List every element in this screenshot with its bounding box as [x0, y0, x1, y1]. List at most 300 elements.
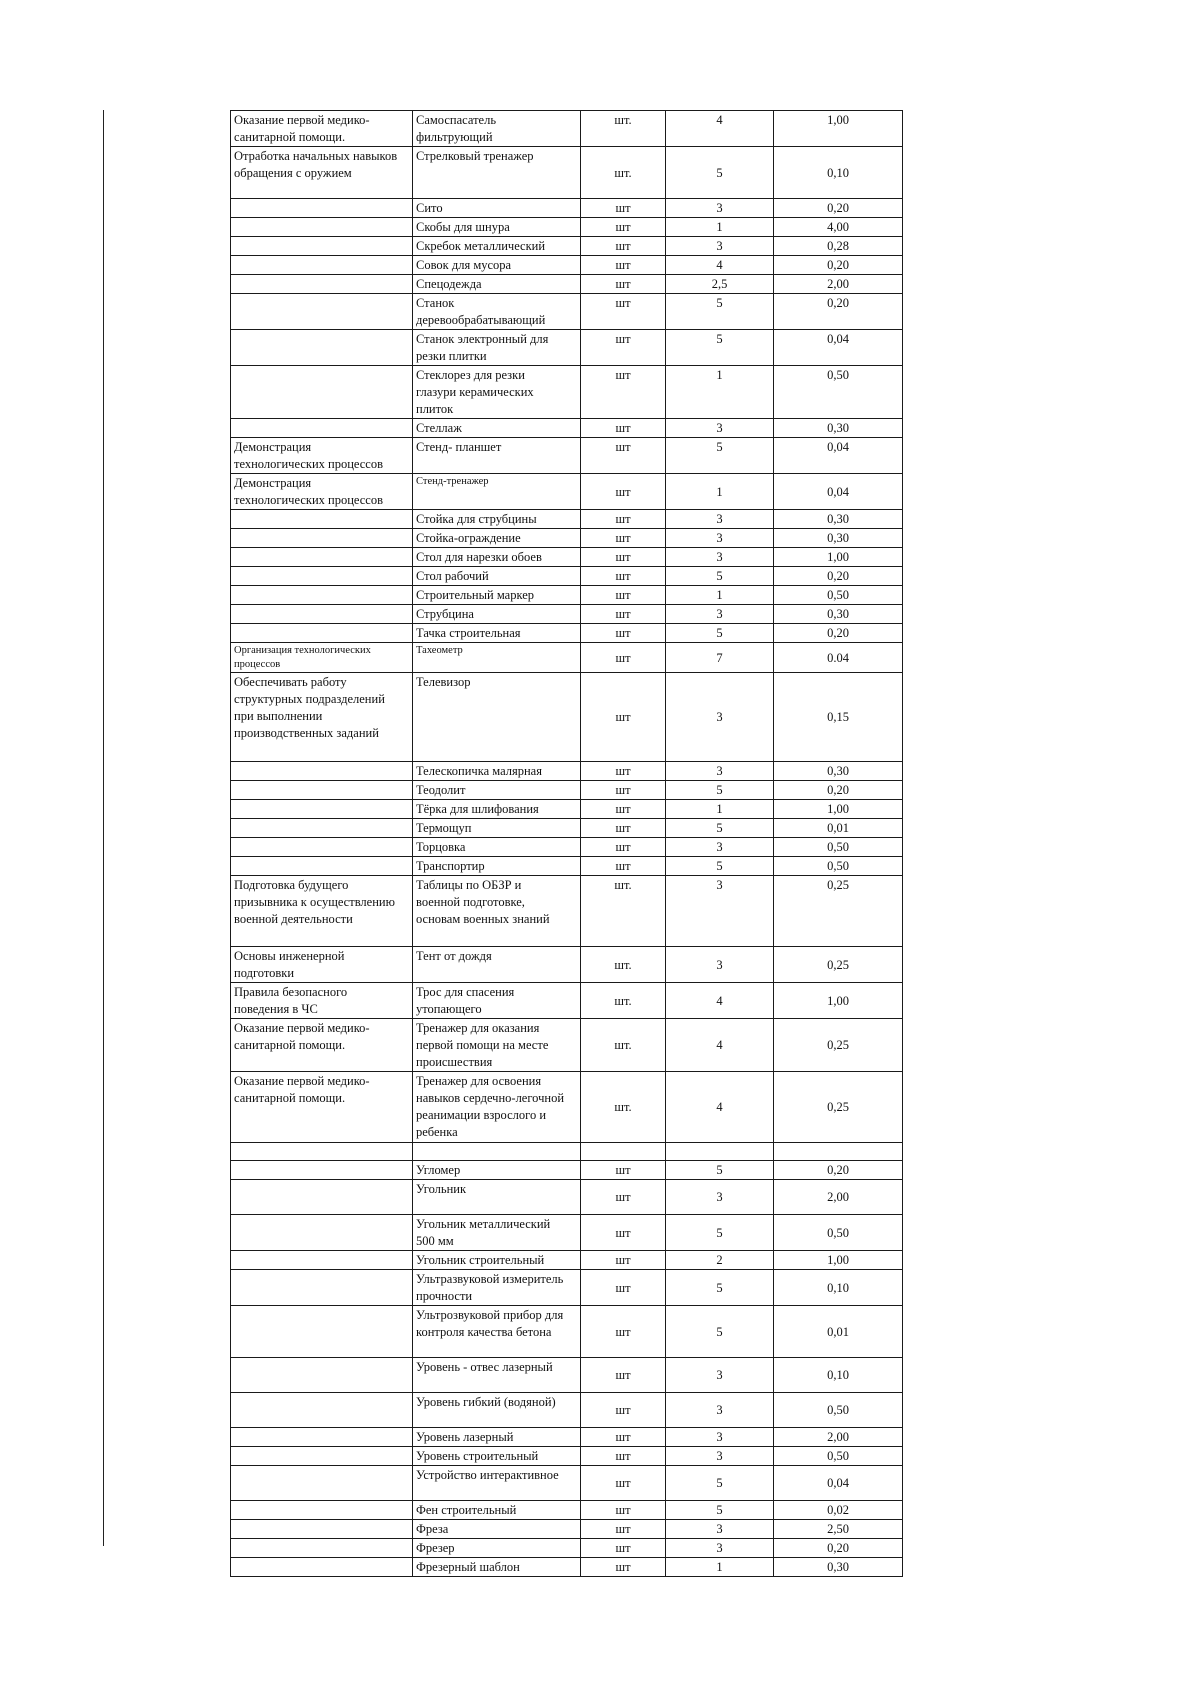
cell-text: Фен строительный [416, 1503, 517, 1517]
table-row [231, 1215, 903, 1251]
cell-text: 3 [716, 1403, 723, 1417]
quantity-cell [666, 199, 774, 218]
item-name-cell [413, 876, 581, 947]
table-row [231, 548, 903, 567]
cell-text: 5 [716, 1503, 723, 1517]
cell-text: 0,10 [827, 1368, 849, 1382]
cell-text: шт. [614, 165, 632, 180]
item-name-cell [413, 1215, 581, 1251]
activity-cell [231, 673, 413, 762]
cell-text: Тренажер для освоения навыков сердечно-легочной реанимации взрослого и ребенка [416, 1074, 565, 1139]
cell-text: Теодолит [416, 783, 466, 797]
activity-cell [231, 1358, 413, 1393]
quantity-cell [666, 983, 774, 1019]
cell-text: 1,00 [827, 802, 849, 816]
quantity-cell [666, 1539, 774, 1558]
unit-cell [581, 366, 666, 419]
norm-cell [774, 218, 903, 237]
cell-text: 3 [716, 512, 723, 526]
cell-text: шт. [614, 1038, 632, 1052]
table-row [231, 567, 903, 586]
cell-text: Фреза [416, 1522, 449, 1536]
unit-cell [581, 1428, 666, 1447]
unit-cell [581, 983, 666, 1019]
cell-text: шт [615, 1324, 631, 1339]
cell-text: 0,20 [827, 626, 849, 640]
cell-text: Телевизор [416, 675, 471, 689]
table-row [231, 586, 903, 605]
table-row [231, 1393, 903, 1428]
item-name-cell [413, 474, 581, 510]
table-row [231, 1143, 903, 1161]
quantity-cell [666, 876, 774, 947]
unit-cell [581, 1501, 666, 1520]
cell-text: 4 [716, 113, 723, 127]
cell-text: шт [615, 626, 631, 640]
table-row [231, 199, 903, 218]
table-row [231, 111, 903, 147]
table-row [231, 1306, 903, 1358]
cell-text: 5 [716, 1225, 723, 1240]
cell-text: 3 [716, 1368, 723, 1382]
cell-text: 3 [716, 710, 723, 724]
norm-cell [774, 857, 903, 876]
cell-text: 5 [716, 1280, 723, 1295]
cell-text: 4 [716, 1100, 723, 1114]
cell-text: 0,20 [827, 783, 849, 797]
quantity-cell [666, 1143, 774, 1161]
cell-text: 0,04 [827, 484, 849, 499]
cell-text: Стеллаж [416, 421, 462, 435]
cell-text: 2,5 [711, 277, 728, 291]
activity-cell [231, 237, 413, 256]
quantity-cell [666, 838, 774, 857]
cell-text: 3 [716, 878, 723, 892]
cell-text: Фрезер [416, 1541, 455, 1555]
norm-cell [774, 330, 903, 366]
table-row [231, 876, 903, 947]
cell-text: шт [615, 783, 631, 797]
unit-cell [581, 199, 666, 218]
unit-cell [581, 1306, 666, 1358]
activity-cell [231, 1447, 413, 1466]
norm-cell [774, 624, 903, 643]
cell-text: 0,50 [827, 1449, 849, 1463]
cell-text: 1,00 [827, 993, 849, 1008]
cell-text: шт [615, 1163, 631, 1177]
quantity-cell [666, 366, 774, 419]
cell-text: Строительный маркер [416, 588, 535, 602]
norm-cell [774, 529, 903, 548]
cell-text: шт [615, 1560, 631, 1574]
item-name-cell [413, 624, 581, 643]
table-row [231, 605, 903, 624]
cell-text: шт. [614, 993, 632, 1008]
quantity-cell [666, 586, 774, 605]
unit-cell [581, 1161, 666, 1180]
unit-cell [581, 586, 666, 605]
unit-cell [581, 1358, 666, 1393]
unit-cell [581, 256, 666, 275]
activity-cell [231, 294, 413, 330]
cell-text: шт [615, 239, 631, 253]
unit-cell [581, 1466, 666, 1501]
unit-cell [581, 529, 666, 548]
item-name-cell [413, 419, 581, 438]
cell-text: 2,00 [827, 1430, 849, 1444]
table-row [231, 1180, 903, 1215]
table-row [231, 294, 903, 330]
cell-text: шт [615, 1449, 631, 1463]
table-row [231, 1558, 903, 1577]
norm-cell [774, 876, 903, 947]
item-name-cell [413, 438, 581, 474]
cell-text: 2,00 [827, 277, 849, 291]
item-name-cell [413, 294, 581, 330]
quantity-cell [666, 1558, 774, 1577]
cell-text: 5 [716, 859, 723, 873]
activity-cell [231, 548, 413, 567]
cell-text: Стойка-ограждение [416, 531, 521, 545]
cell-text: 3 [716, 1449, 723, 1463]
unit-cell [581, 1270, 666, 1306]
cell-text: шт [615, 220, 631, 234]
cell-text: 3 [716, 1190, 723, 1204]
cell-text: 5 [716, 165, 723, 180]
cell-text: 0,30 [827, 512, 849, 526]
quantity-cell [666, 781, 774, 800]
cell-text: шт [615, 258, 631, 272]
item-name-cell [413, 1180, 581, 1215]
unit-cell [581, 419, 666, 438]
item-name-cell [413, 548, 581, 567]
unit-cell [581, 1251, 666, 1270]
cell-text: Стенд-тренажер [416, 476, 489, 487]
unit-cell [581, 218, 666, 237]
norm-cell [774, 1520, 903, 1539]
activity-cell [231, 147, 413, 199]
item-name-cell [413, 1072, 581, 1143]
cell-text: шт [615, 710, 631, 724]
cell-text: 0,30 [827, 1560, 849, 1574]
activity-cell [231, 947, 413, 983]
cell-text: 5 [716, 296, 723, 310]
equipment-table [230, 110, 903, 1577]
cell-text: 3 [716, 531, 723, 545]
cell-text: 4 [716, 1038, 723, 1052]
table-row [231, 1447, 903, 1466]
cell-text: Основы инженерной подготовки [234, 949, 345, 980]
cell-text: Угольник [416, 1182, 467, 1196]
quantity-cell [666, 474, 774, 510]
cell-text: 0,30 [827, 607, 849, 621]
cell-text: 0,20 [827, 296, 849, 310]
norm-cell [774, 1072, 903, 1143]
cell-text: Телескопичка малярная [416, 764, 542, 778]
item-name-cell [413, 1428, 581, 1447]
table-row [231, 781, 903, 800]
norm-cell [774, 1501, 903, 1520]
cell-text: Отработка начальных навыков обращения с оружием [234, 149, 398, 180]
cell-text: 5 [716, 1476, 723, 1490]
norm-cell [774, 419, 903, 438]
cell-text: Угольник строительный [416, 1253, 545, 1267]
norm-cell [774, 510, 903, 529]
cell-text: шт [615, 421, 631, 435]
quantity-cell [666, 1466, 774, 1501]
norm-cell [774, 147, 903, 199]
norm-cell [774, 1306, 903, 1358]
cell-text: 0,50 [827, 588, 849, 602]
cell-text: Стрелковый тренажер [416, 149, 534, 163]
left-margin-line [103, 110, 104, 1546]
cell-text: 0,30 [827, 421, 849, 435]
cell-text: 0,25 [827, 957, 849, 972]
activity-cell [231, 1539, 413, 1558]
norm-cell [774, 256, 903, 275]
cell-text: Уровень лазерный [416, 1430, 514, 1444]
norm-cell [774, 1161, 903, 1180]
activity-cell [231, 781, 413, 800]
item-name-cell [413, 1358, 581, 1393]
cell-text: шт [615, 296, 631, 310]
unit-cell [581, 857, 666, 876]
activity-cell [231, 1501, 413, 1520]
unit-cell [581, 1215, 666, 1251]
table-row [231, 330, 903, 366]
table-row [231, 1520, 903, 1539]
cell-text: шт. [614, 1100, 632, 1114]
cell-text: шт [615, 764, 631, 778]
cell-text: 1 [716, 368, 723, 382]
cell-text: Тент от дождя [416, 949, 492, 963]
cell-text: 0,04 [827, 332, 849, 346]
activity-cell [231, 1215, 413, 1251]
cell-text: шт. [614, 957, 632, 972]
activity-cell [231, 438, 413, 474]
table-row [231, 1466, 903, 1501]
cell-text: Термощуп [416, 821, 472, 835]
item-name-cell [413, 256, 581, 275]
cell-text: Тёрка для шлифования [416, 802, 539, 816]
norm-cell [774, 111, 903, 147]
cell-text: 0,28 [827, 239, 849, 253]
activity-cell [231, 1019, 413, 1072]
quantity-cell [666, 624, 774, 643]
table-row [231, 1539, 903, 1558]
cell-text: Обеспечивать работу структурных подразделений при выполнении производственных заданий [234, 675, 385, 740]
norm-cell [774, 1143, 903, 1161]
cell-text: шт [615, 588, 631, 602]
quantity-cell [666, 1072, 774, 1143]
unit-cell [581, 548, 666, 567]
item-name-cell [413, 947, 581, 983]
norm-cell [774, 983, 903, 1019]
item-name-cell [413, 819, 581, 838]
cell-text: 5 [716, 821, 723, 835]
item-name-cell [413, 199, 581, 218]
item-name-cell [413, 111, 581, 147]
cell-text: 3 [716, 607, 723, 621]
table-row [231, 256, 903, 275]
item-name-cell [413, 838, 581, 857]
cell-text: шт [615, 821, 631, 835]
quantity-cell [666, 762, 774, 781]
table-row [231, 838, 903, 857]
item-name-cell [413, 1501, 581, 1520]
table-row [231, 1019, 903, 1072]
cell-text: 0,20 [827, 1541, 849, 1555]
cell-text: шт [615, 440, 631, 454]
cell-text: 1 [716, 220, 723, 234]
unit-cell [581, 330, 666, 366]
unit-cell [581, 294, 666, 330]
quantity-cell [666, 1358, 774, 1393]
cell-text: 3 [716, 550, 723, 564]
item-name-cell [413, 366, 581, 419]
cell-text: 4,00 [827, 220, 849, 234]
norm-cell [774, 1393, 903, 1428]
item-name-cell [413, 1251, 581, 1270]
norm-cell [774, 819, 903, 838]
activity-cell [231, 800, 413, 819]
unit-cell [581, 1558, 666, 1577]
unit-cell [581, 1019, 666, 1072]
item-name-cell [413, 1161, 581, 1180]
norm-cell [774, 1428, 903, 1447]
cell-text: 3 [716, 239, 723, 253]
cell-text: 3 [716, 1541, 723, 1555]
table-row [231, 438, 903, 474]
table-row [231, 983, 903, 1019]
item-name-cell [413, 1558, 581, 1577]
quantity-cell [666, 567, 774, 586]
norm-cell [774, 1215, 903, 1251]
cell-text: шт [615, 1430, 631, 1444]
cell-text: шт [615, 277, 631, 291]
table-row [231, 624, 903, 643]
cell-text: шт [615, 512, 631, 526]
table-row [231, 1358, 903, 1393]
item-name-cell [413, 983, 581, 1019]
norm-cell [774, 567, 903, 586]
unit-cell [581, 510, 666, 529]
cell-text: Оказание первой медико- санитарной помощи. [234, 113, 370, 144]
unit-cell [581, 474, 666, 510]
cell-text: 5 [716, 332, 723, 346]
quantity-cell [666, 800, 774, 819]
cell-text: шт [615, 201, 631, 215]
table-row [231, 1428, 903, 1447]
unit-cell [581, 1539, 666, 1558]
quantity-cell [666, 438, 774, 474]
unit-cell [581, 1447, 666, 1466]
activity-cell [231, 819, 413, 838]
unit-cell [581, 800, 666, 819]
table-row [231, 237, 903, 256]
quantity-cell [666, 673, 774, 762]
cell-text: 5 [716, 569, 723, 583]
quantity-cell [666, 548, 774, 567]
unit-cell [581, 673, 666, 762]
unit-cell [581, 838, 666, 857]
cell-text: шт [615, 368, 631, 382]
cell-text: 5 [716, 783, 723, 797]
table-row [231, 800, 903, 819]
activity-cell [231, 1270, 413, 1306]
cell-text: 0,50 [827, 859, 849, 873]
norm-cell [774, 643, 903, 673]
cell-text: Стол рабочий [416, 569, 489, 583]
table-row [231, 529, 903, 548]
cell-text: 0,10 [827, 165, 849, 180]
cell-text: шт [615, 332, 631, 346]
quantity-cell [666, 643, 774, 673]
table-row [231, 1270, 903, 1306]
cell-text: 0,25 [827, 1038, 849, 1052]
cell-text: Уровень - отвес лазерный [416, 1360, 553, 1374]
cell-text: Стеклорез для резки глазури керамических плиток [416, 368, 534, 416]
norm-cell [774, 1270, 903, 1306]
norm-cell [774, 762, 903, 781]
cell-text: 0,20 [827, 201, 849, 215]
item-name-cell [413, 1520, 581, 1539]
unit-cell [581, 605, 666, 624]
norm-cell [774, 1251, 903, 1270]
cell-text: шт [615, 1522, 631, 1536]
cell-text: Трос для спасения утопающего [416, 985, 515, 1016]
cell-text: Тачка строительная [416, 626, 521, 640]
item-name-cell [413, 567, 581, 586]
unit-cell [581, 624, 666, 643]
unit-cell [581, 947, 666, 983]
item-name-cell [413, 857, 581, 876]
quantity-cell [666, 1428, 774, 1447]
cell-text: 0,50 [827, 368, 849, 382]
cell-text: шт [615, 1403, 631, 1417]
norm-cell [774, 586, 903, 605]
cell-text: Демонстрация технологических процессов [234, 440, 383, 471]
cell-text: 0,30 [827, 764, 849, 778]
table-row [231, 419, 903, 438]
activity-cell [231, 1161, 413, 1180]
item-name-cell [413, 1019, 581, 1072]
cell-text: 0,20 [827, 258, 849, 272]
norm-cell [774, 474, 903, 510]
cell-text: 3 [716, 421, 723, 435]
activity-cell [231, 1428, 413, 1447]
norm-cell [774, 1539, 903, 1558]
cell-text: шт [615, 802, 631, 816]
cell-text: 3 [716, 764, 723, 778]
unit-cell [581, 819, 666, 838]
cell-text: шт. [614, 113, 632, 127]
unit-cell [581, 781, 666, 800]
cell-text: 0,50 [827, 1225, 849, 1240]
cell-text: шт. [614, 878, 632, 892]
quantity-cell [666, 947, 774, 983]
norm-cell [774, 1180, 903, 1215]
cell-text: Ультрозвуковой прибор для контроля качества бетона [416, 1308, 564, 1339]
cell-text: 1,00 [827, 550, 849, 564]
item-name-cell [413, 673, 581, 762]
cell-text: 0,20 [827, 1163, 849, 1177]
cell-text: Стенд- планшет [416, 440, 502, 454]
cell-text: 0,02 [827, 1503, 849, 1517]
cell-text: 7 [716, 650, 723, 665]
activity-cell [231, 643, 413, 673]
cell-text: шт [615, 859, 631, 873]
